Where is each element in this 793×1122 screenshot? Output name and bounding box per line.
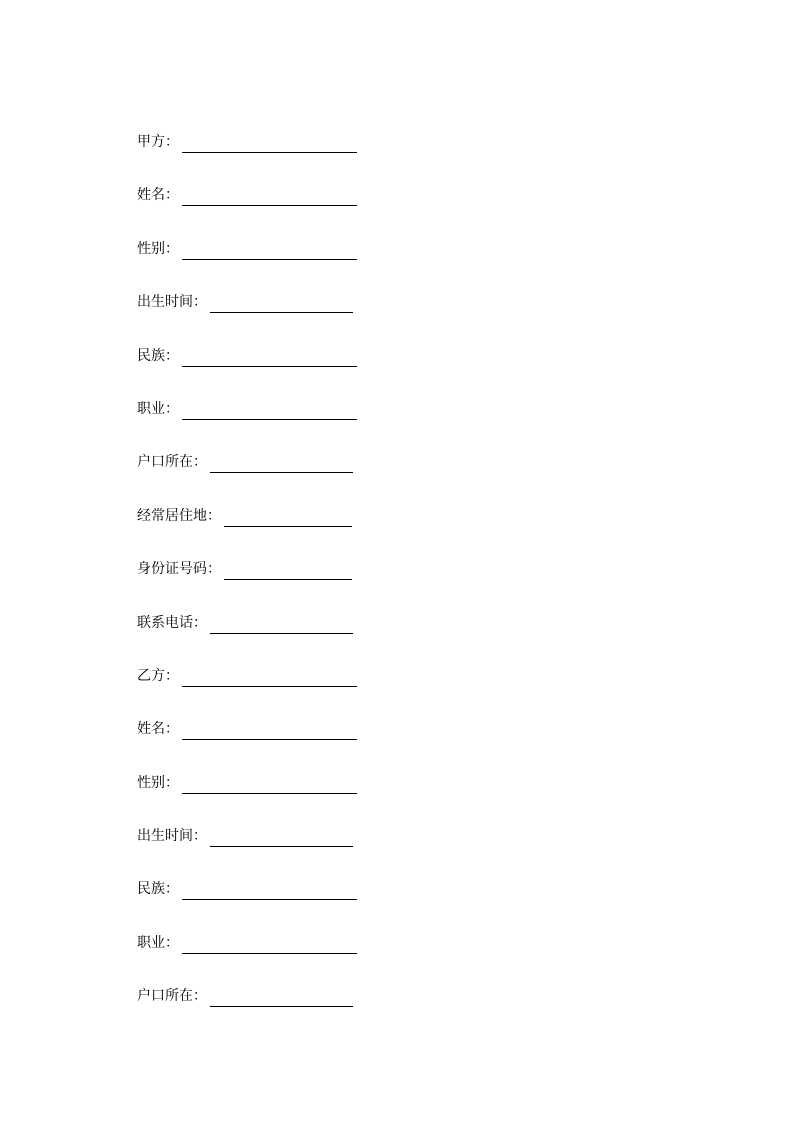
field-phone <box>137 609 367 634</box>
field-id-number <box>137 555 367 580</box>
field-label: 民族： <box>137 347 179 364</box>
field-gender <box>137 235 367 260</box>
field-birth-time <box>137 288 367 313</box>
blank-line[interactable] <box>210 987 353 1007</box>
field-label: 职业： <box>137 400 179 417</box>
blank-line[interactable] <box>182 667 357 687</box>
blank-line[interactable] <box>182 133 357 153</box>
field-ethnicity <box>137 342 367 367</box>
blank-line[interactable] <box>182 880 357 900</box>
field-label: 身份证号码： <box>137 561 221 578</box>
field-label: 乙方： <box>137 667 179 684</box>
field-ethnicity <box>137 875 367 900</box>
field-gender <box>137 769 367 794</box>
field-party-b <box>137 662 367 687</box>
field-label: 户口所在： <box>137 454 207 471</box>
field-label: 出生时间： <box>137 294 207 311</box>
blank-line[interactable] <box>182 774 357 794</box>
field-label: 甲方： <box>137 134 179 150</box>
blank-line[interactable] <box>182 186 357 206</box>
field-name <box>137 715 367 740</box>
blank-line[interactable] <box>182 240 357 260</box>
blank-line[interactable] <box>210 614 353 634</box>
field-label: 姓名： <box>137 187 179 204</box>
field-residence <box>137 502 367 527</box>
party-info-form <box>137 128 367 1036</box>
field-occupation <box>137 929 367 954</box>
field-label: 户口所在： <box>137 988 207 1005</box>
field-household-registration <box>137 448 367 473</box>
field-label: 性别： <box>137 240 179 257</box>
field-birth-time <box>137 822 367 847</box>
field-party-a <box>137 128 367 153</box>
field-label: 职业： <box>137 934 179 951</box>
field-name <box>137 181 367 206</box>
field-label: 性别： <box>137 774 179 791</box>
field-occupation <box>137 395 367 420</box>
blank-line[interactable] <box>182 400 357 420</box>
blank-line[interactable] <box>182 934 357 954</box>
blank-line[interactable] <box>182 347 357 367</box>
blank-line[interactable] <box>182 720 357 740</box>
blank-line[interactable] <box>210 827 353 847</box>
field-label: 民族： <box>137 881 179 898</box>
blank-line[interactable] <box>210 293 353 313</box>
field-label: 经常居住地： <box>137 507 221 524</box>
field-label: 联系电话： <box>137 614 207 631</box>
blank-line[interactable] <box>224 560 352 580</box>
field-label: 出生时间： <box>137 828 207 845</box>
field-household-registration <box>137 982 367 1007</box>
blank-line[interactable] <box>224 507 352 527</box>
field-label: 姓名： <box>137 721 179 738</box>
blank-line[interactable] <box>210 453 353 473</box>
